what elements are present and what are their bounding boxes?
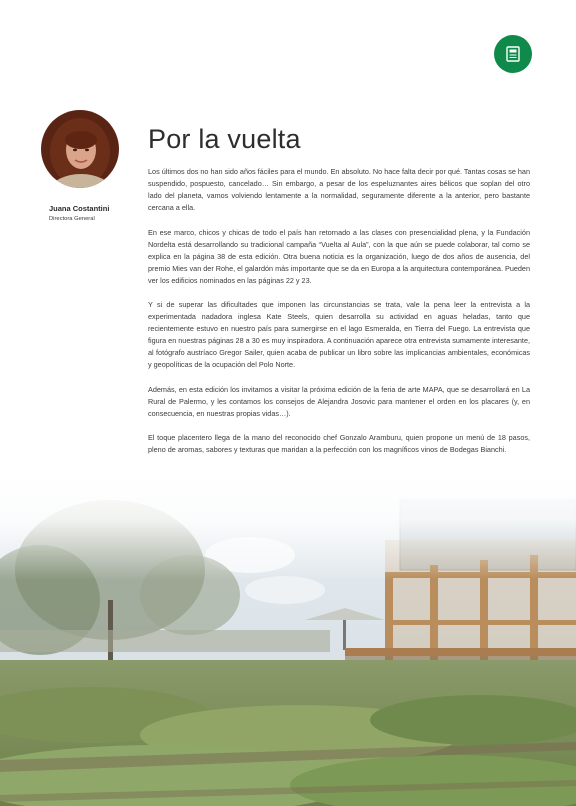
section-badge xyxy=(494,35,532,73)
article-body xyxy=(148,166,530,469)
avatar xyxy=(41,110,119,188)
document-icon xyxy=(503,44,523,64)
paragraph: Y si de superar las dificultades que imponen las circunstancias se trata, vale la pena leer la entrevista a la experimentada nadadora inglesa Kate Steels, quien desarrolla su actividad en aguas heladas, tanto que recientemente estuvo en nuestro país para sumergirse en el lago Esmeralda, en Tierra del Fuego. La entrevista que figura en nuestras páginas 28 a 30 es muy inspiradora. A continuación aparece otra entrevista sumamente interesante, al fotógrafo austríaco Gregor Sailer, quien acaba de publicar un libro sobre las implicancias ambientales, económicas y geopolíticas de la ocupación del Polo Norte. xyxy=(148,300,530,369)
author-role: Directora General xyxy=(49,216,95,222)
article-title: Por la vuelta xyxy=(148,124,301,154)
author-name: Juana Costantini xyxy=(49,204,110,213)
paragraph: Los últimos dos no han sido años fáciles para el mundo. En absoluto. No hace falta decir por qué. Tantas cosas se han suspendido, pospuesto, cancelado… Sin embargo, a pesar de los espeluznantes aires bélicos que soplan del otro lado del planeta, vamos volviendo lentamente a la normalidad, seguramente diferente a la anterior, pero bastante cercana a ella. xyxy=(148,167,530,212)
photo-fade-overlay xyxy=(0,470,576,580)
paragraph: Además, en esta edición los invitamos a visitar la próxima edición de la feria de arte MAPA, que se desarrollará en La Rural de Palermo, y les contamos los consejos de Alejandra Josovic para mantener el orden en los placares (y, en consecuencia, en nuestras propias vidas…). xyxy=(148,384,530,418)
paragraph: El toque placentero llega de la mano del reconocido chef Gonzalo Aramburu, quien propone un menú de 18 pasos, pleno de aromas, sabores y texturas que maridan a la perfección con los magníficos vinos de Bodegas Bianchi. xyxy=(148,433,530,454)
paragraph: En ese marco, chicos y chicas de todo el país han retornado a las clases con presencialidad plena, y la Fundación Nordelta está desarrollando su tradicional campaña “Vuelta al Aula”, con la que aún se puede colaborar, tal como se explica en la página 38 de esta edición. Otra buena noticia es la organización, luego de dos años de ausencia, del premio Mies van der Rohe, el galardón más importante que se da en Europa a la arquitectura contemporánea. Pueden ver los edificios nominados en las páginas 22 y 23. xyxy=(148,227,530,285)
author-portrait xyxy=(41,110,119,188)
